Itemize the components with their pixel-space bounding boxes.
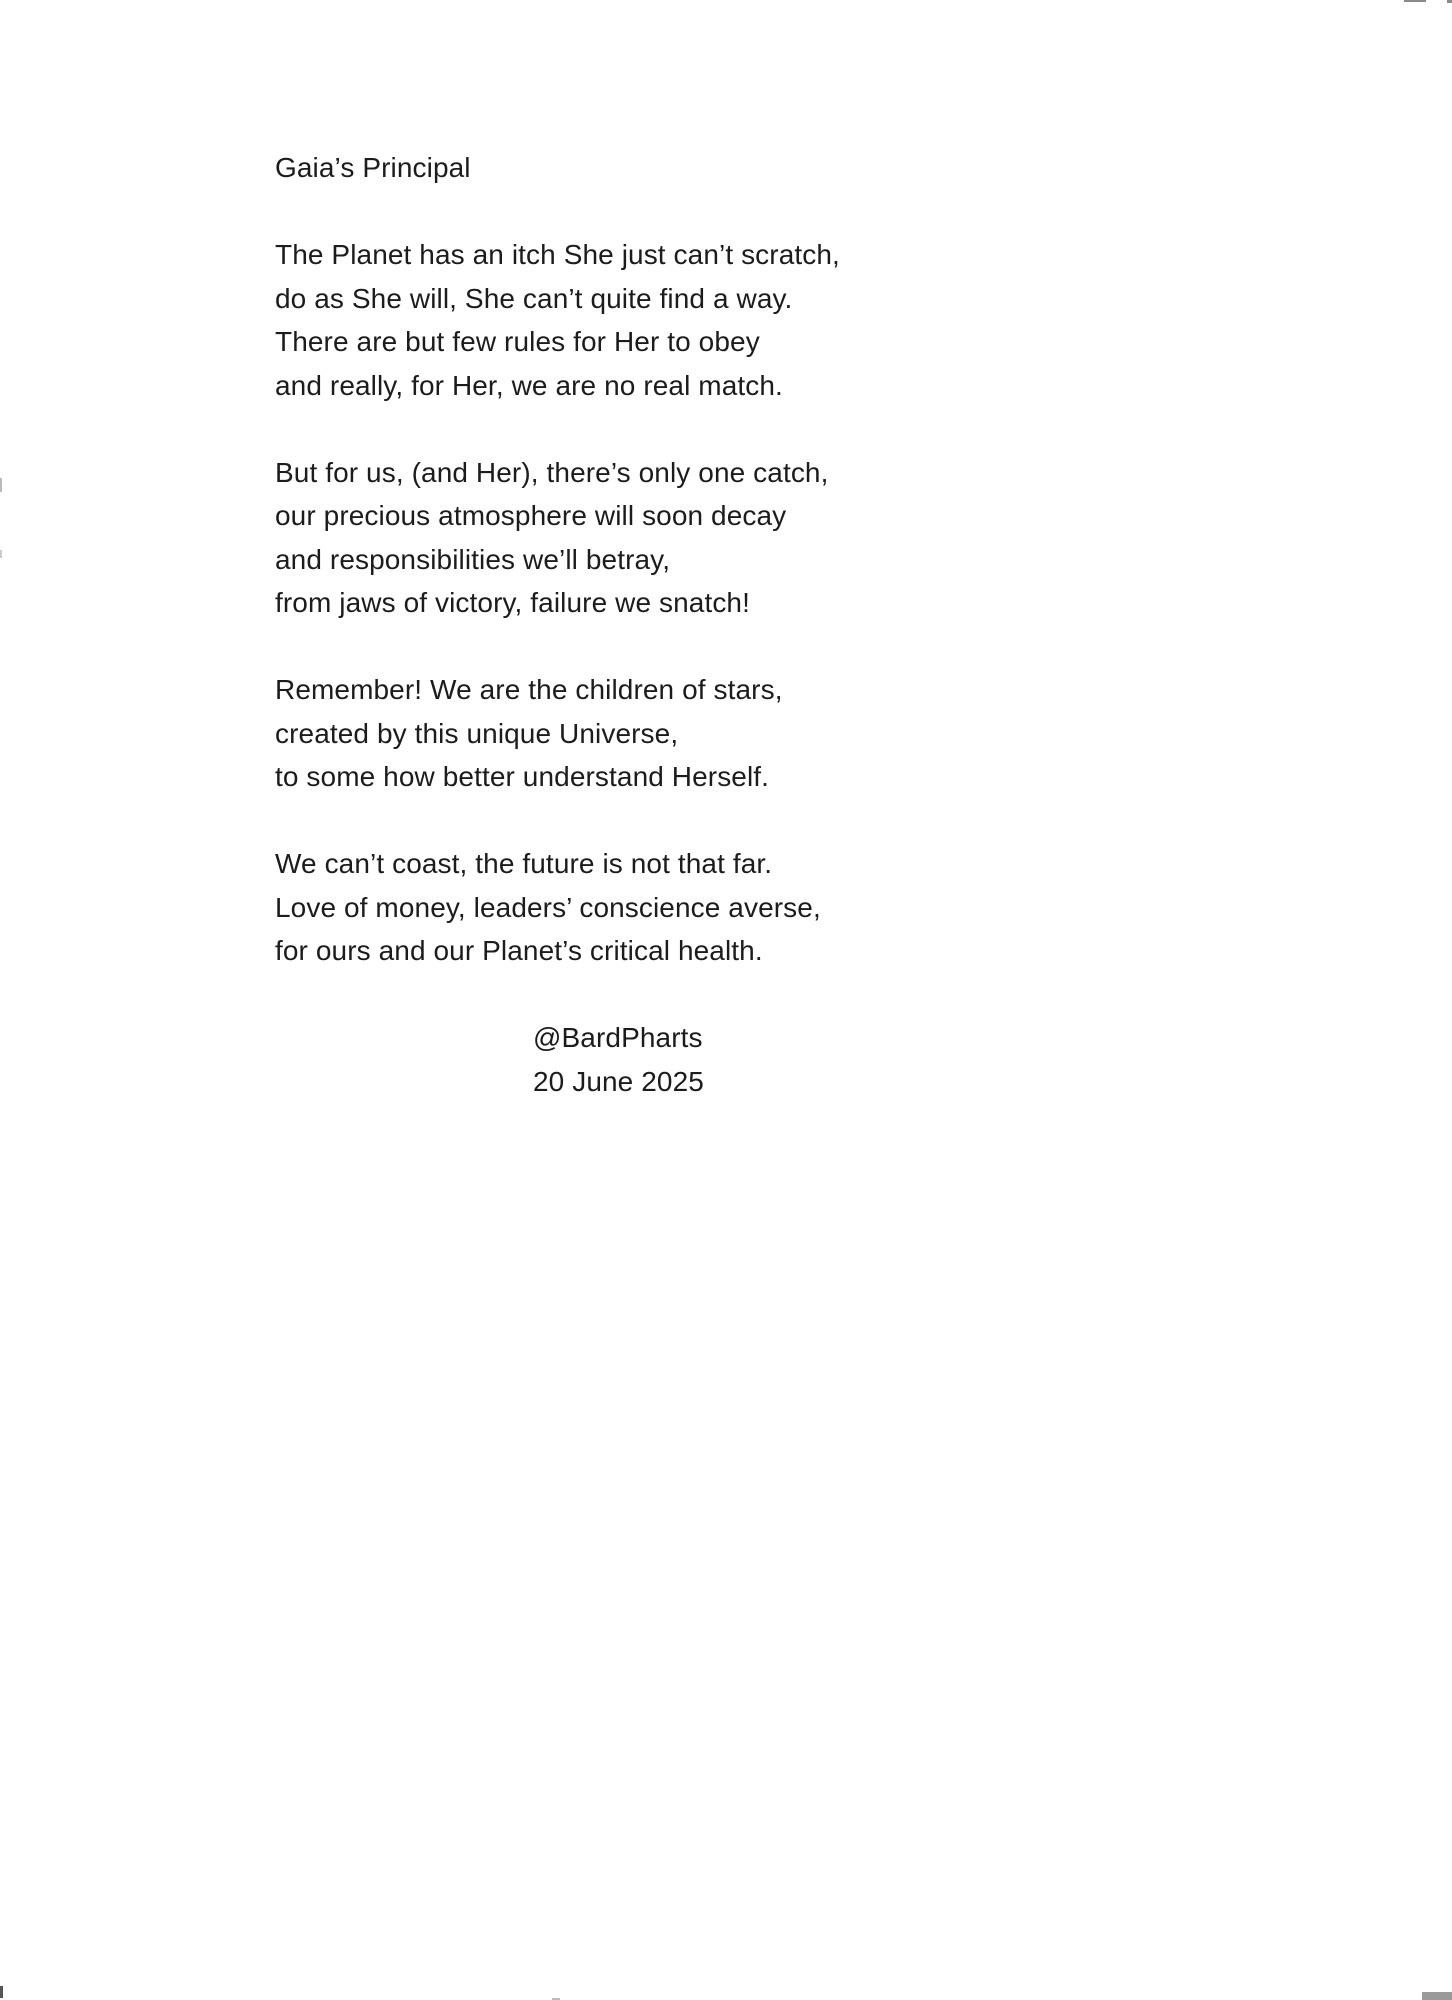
poem-line: do as She will, She can’t quite find a way. <box>275 282 793 314</box>
scan-artifact <box>0 1986 3 1998</box>
scan-artifact <box>1422 1992 1452 2000</box>
stanza-1 <box>275 233 975 407</box>
poem-line: and really, for Her, we are no real match. <box>275 369 783 401</box>
poem-date: 20 June 2025 <box>533 1065 704 1097</box>
poem-line: and responsibilities we’ll betray, <box>275 543 671 575</box>
signature-block <box>275 1016 975 1103</box>
scan-artifact <box>0 550 2 558</box>
poem-title: Gaia’s Principal <box>275 152 471 183</box>
poem-line: We can’t coast, the future is not that far. <box>275 848 773 879</box>
stanza-4 <box>275 842 975 973</box>
poem-line: Remember! We are the children of stars, <box>275 674 783 705</box>
poem-line: Love of money, leaders’ conscience averse, <box>275 891 821 923</box>
poem-line: But for us, (and Her), there’s only one catch, <box>275 456 829 488</box>
poem-line: created by this unique Universe, <box>275 717 679 749</box>
stanza-3 <box>275 668 975 799</box>
poem <box>275 146 975 1103</box>
stanza-2 <box>275 451 975 625</box>
poem-line: The Planet has an itch She just can’t scratch, <box>275 239 840 270</box>
poem-line: from jaws of victory, failure we snatch! <box>275 587 750 618</box>
scan-artifact <box>1447 0 1452 3</box>
poem-line: our precious atmosphere will soon decay <box>275 500 787 531</box>
scan-artifact <box>0 478 2 492</box>
author-handle: @BardPharts <box>533 1022 703 1053</box>
poem-line: There are but few rules for Her to obey <box>275 326 760 357</box>
poem-line: for ours and our Planet’s critical health. <box>275 935 763 966</box>
poem-line: to some how better understand Herself. <box>275 761 770 792</box>
scan-artifact <box>1404 0 1426 2</box>
